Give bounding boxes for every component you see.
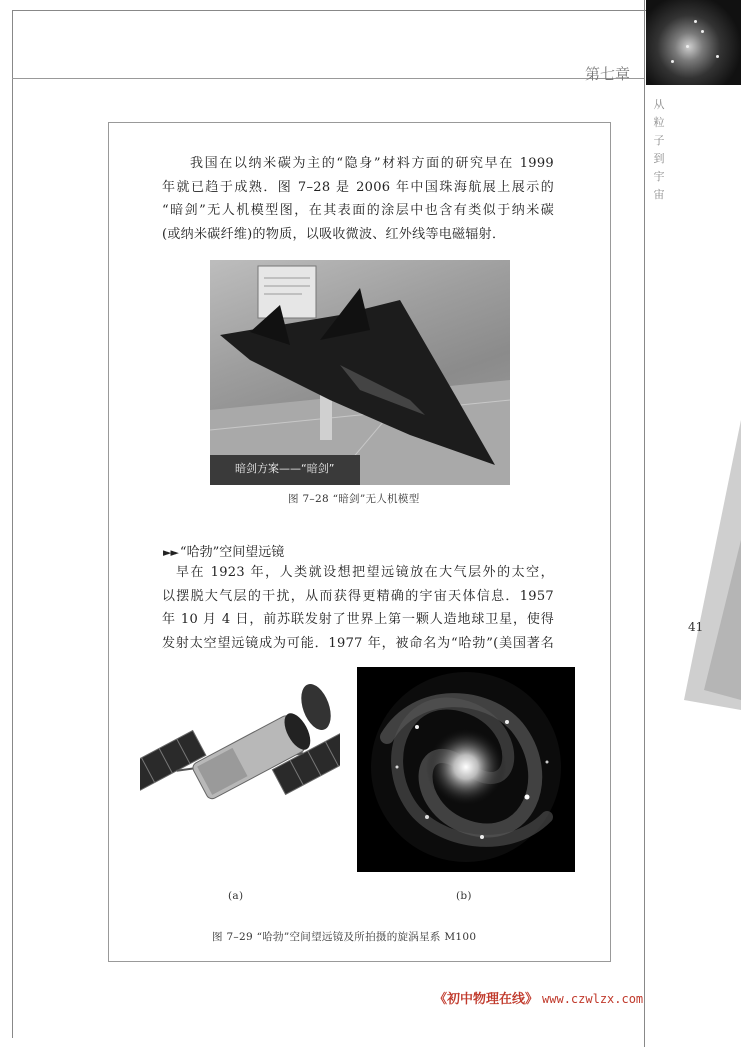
text-line: 以摆脱大气层的干扰，从而获得更精确的宇宙天体信息．1957 bbox=[162, 588, 554, 604]
section-marker-icon: ►► bbox=[163, 546, 178, 559]
text-line: 早在 1923 年，人类就设想把望远镜放在大气层外的太空， bbox=[176, 565, 554, 580]
footer-url-link[interactable]: www.czwlzx.com bbox=[542, 992, 644, 1006]
side-chapter-title bbox=[651, 96, 667, 204]
site-footer bbox=[434, 988, 643, 1007]
paragraph-hubble bbox=[162, 561, 554, 655]
section-title bbox=[163, 541, 284, 560]
chapter-label: 第七章 bbox=[585, 65, 631, 83]
side-title-char: 到 bbox=[653, 152, 665, 165]
side-title-char: 从 bbox=[653, 98, 665, 111]
side-title-char: 子 bbox=[653, 134, 665, 147]
sign-text: 暗剑方案——“暗剑” bbox=[235, 462, 335, 475]
side-title-char: 宙 bbox=[653, 188, 665, 201]
section-title-text: “哈勃”空间望远镜 bbox=[179, 545, 285, 560]
corner-space-image bbox=[646, 0, 741, 85]
figure-label-a: (a) bbox=[228, 890, 244, 902]
drone-model-photo bbox=[210, 260, 510, 485]
text-line: 年就已趋于成熟．图 7–28 是 2006 年中国珠海航展上展示的 bbox=[162, 179, 554, 195]
figure-caption-7-28: 图 7–28 “暗剑”无人机模型 bbox=[288, 493, 420, 505]
page-number: 41 bbox=[688, 620, 704, 634]
side-title-char: 粒 bbox=[653, 116, 665, 129]
figure-label-b: (b) bbox=[456, 890, 472, 902]
text-line: (或纳米碳纤维)的物质，以吸收微波、红外线等电磁辐射． bbox=[162, 226, 506, 242]
side-title-char: 宇 bbox=[653, 170, 665, 183]
text-line: 年 10 月 4 日，前苏联发射了世界上第一颗人造地球卫星，使得 bbox=[162, 612, 554, 627]
text-line: 发射太空望远镜成为可能．1977 年，被命名为“哈勃”(美国著名 bbox=[162, 635, 554, 651]
text-line: “暗剑”无人机模型图，在其表面的涂层中也含有类似于纳米碳 bbox=[162, 203, 554, 218]
spiral-galaxy-m100-photo bbox=[357, 667, 575, 872]
paragraph-stealth bbox=[162, 152, 554, 246]
footer-brand: 《初中物理在线》 bbox=[434, 992, 539, 1007]
hubble-telescope-illustration bbox=[140, 672, 340, 847]
figure-caption-7-29: 图 7–29 “哈勃”空间望远镜及所拍摄的旋涡星系 M100 bbox=[212, 931, 477, 943]
header-rule bbox=[12, 78, 644, 79]
text-line: 我国在以纳米碳为主的“隐身”材料方面的研究早在 1999 bbox=[190, 156, 554, 171]
